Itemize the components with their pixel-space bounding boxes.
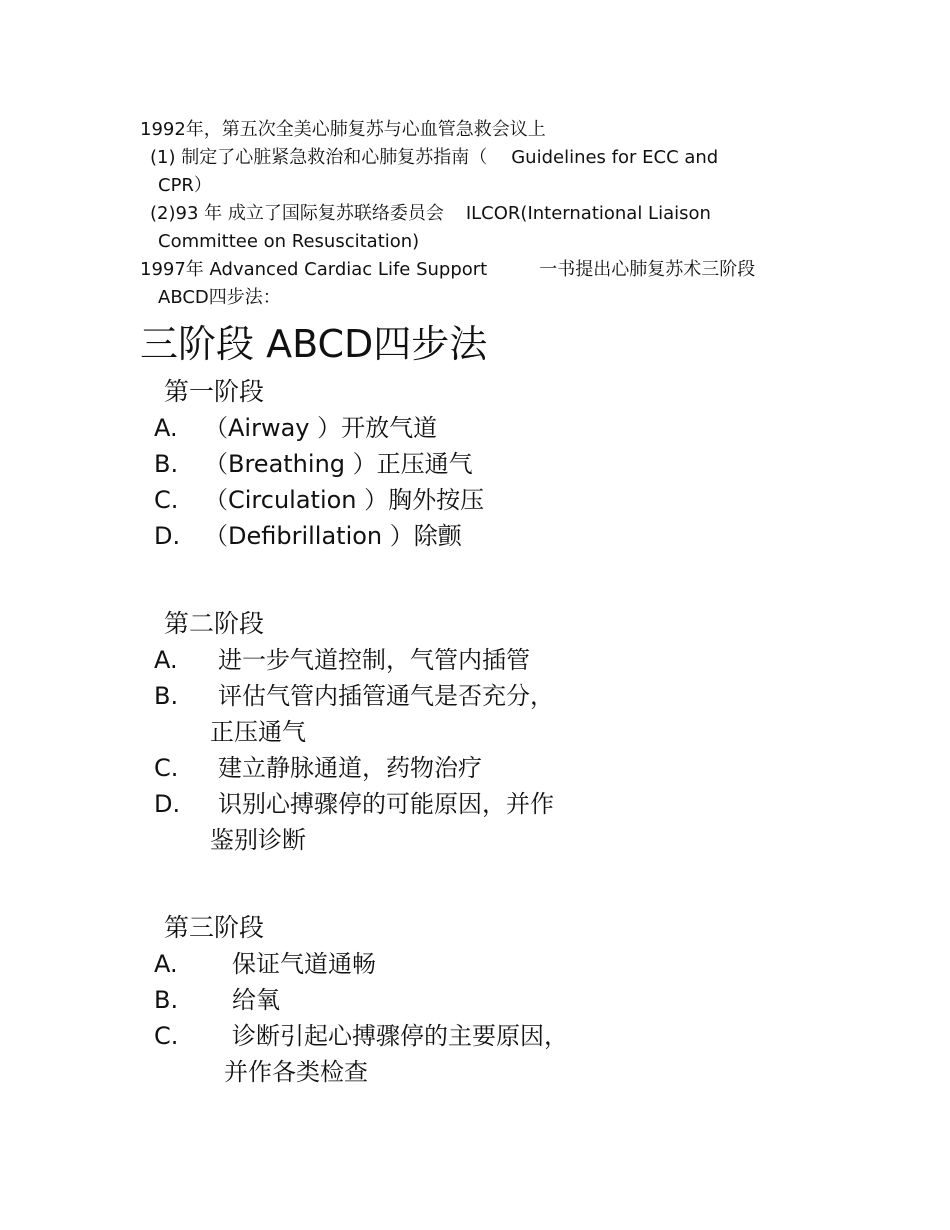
intro-text: Guidelines for ECC and [511,147,719,168]
intro-paragraph [140,116,800,312]
intro-line [140,200,800,228]
list-item [150,518,770,554]
item-letter: A. [154,950,178,978]
intro-text: (2)93 年 成立了国际复苏联络委员会 [150,203,444,224]
item-letter: B. [154,682,179,710]
item-text [210,678,554,750]
intro-text: ABCD四步法： [158,287,281,308]
item-text [224,1018,568,1090]
intro-line [140,172,800,200]
item-text [218,642,530,678]
item-letter: C. [154,1022,179,1050]
intro-text: CPR） [158,175,212,196]
list-item [150,1018,770,1090]
item-letter: B. [154,986,179,1014]
item-text-line: 进一步气道控制，气管内插管 [218,646,530,674]
item-letter: C. [154,486,179,514]
item-letter: A. [154,646,178,674]
section-heading: 三阶段 ABCD四步法 [140,322,488,366]
intro-line [140,144,800,172]
item-text [232,946,376,982]
item-letter: D. [154,522,181,550]
item-text: （Airway ）开放气道 [204,414,438,442]
stage-two [150,606,770,858]
list-item [150,982,770,1018]
intro-line [140,228,800,256]
intro-line [140,256,800,284]
item-text [210,786,554,858]
item-text-line: 诊断引起心搏骤停的主要原因， [232,1022,568,1050]
intro-text: 一书提出心肺复苏术三阶段 [539,259,756,280]
item-text-line: 识别心搏骤停的可能原因，并作 [218,790,554,818]
intro-text: 1992年，第五次全美心肺复苏与心血管急救会议上 [140,119,546,140]
item-text [232,982,280,1018]
item-text-line: 评估气管内插管通气是否充分， [218,682,554,710]
item-letter: D. [154,790,181,818]
stage-title: 第二阶段 [164,609,265,638]
item-text [218,750,482,786]
list-item [150,642,770,678]
item-letter: B. [154,450,179,478]
list-item [150,678,770,750]
item-text-line: 保证气道通畅 [232,950,376,978]
list-item [150,446,770,482]
stage-title: 第一阶段 [164,377,265,406]
list-item [150,482,770,518]
list-item [150,946,770,982]
item-text-line: 给氧 [232,986,280,1014]
item-text-continuation: 鉴别诊断 [210,826,306,854]
item-text-line: 建立静脉通道，药物治疗 [218,754,482,782]
intro-text: 1997年 Advanced Cardiac Life Support [140,259,488,280]
intro-line [140,116,800,144]
intro-text: (1) 制定了心脏紧急救治和心肺复苏指南（ [150,147,488,168]
item-letter: C. [154,754,179,782]
item-text-continuation: 并作各类检查 [224,1058,368,1086]
item-text: （Defibrillation ）除颤 [204,522,462,550]
intro-text: ILCOR(International Liaison [465,203,711,224]
list-item [150,410,770,446]
intro-text: Committee on Resuscitation) [158,231,420,252]
intro-line [140,284,800,312]
item-text: （Breathing ）正压通气 [204,450,473,478]
item-text-continuation: 正压通气 [210,718,306,746]
stage-title: 第三阶段 [164,913,265,942]
list-item [150,786,770,858]
list-item [150,750,770,786]
stage-one [150,374,770,554]
item-letter: A. [154,414,178,442]
stage-three [150,910,770,1090]
item-text: （Circulation ）胸外按压 [204,486,485,514]
